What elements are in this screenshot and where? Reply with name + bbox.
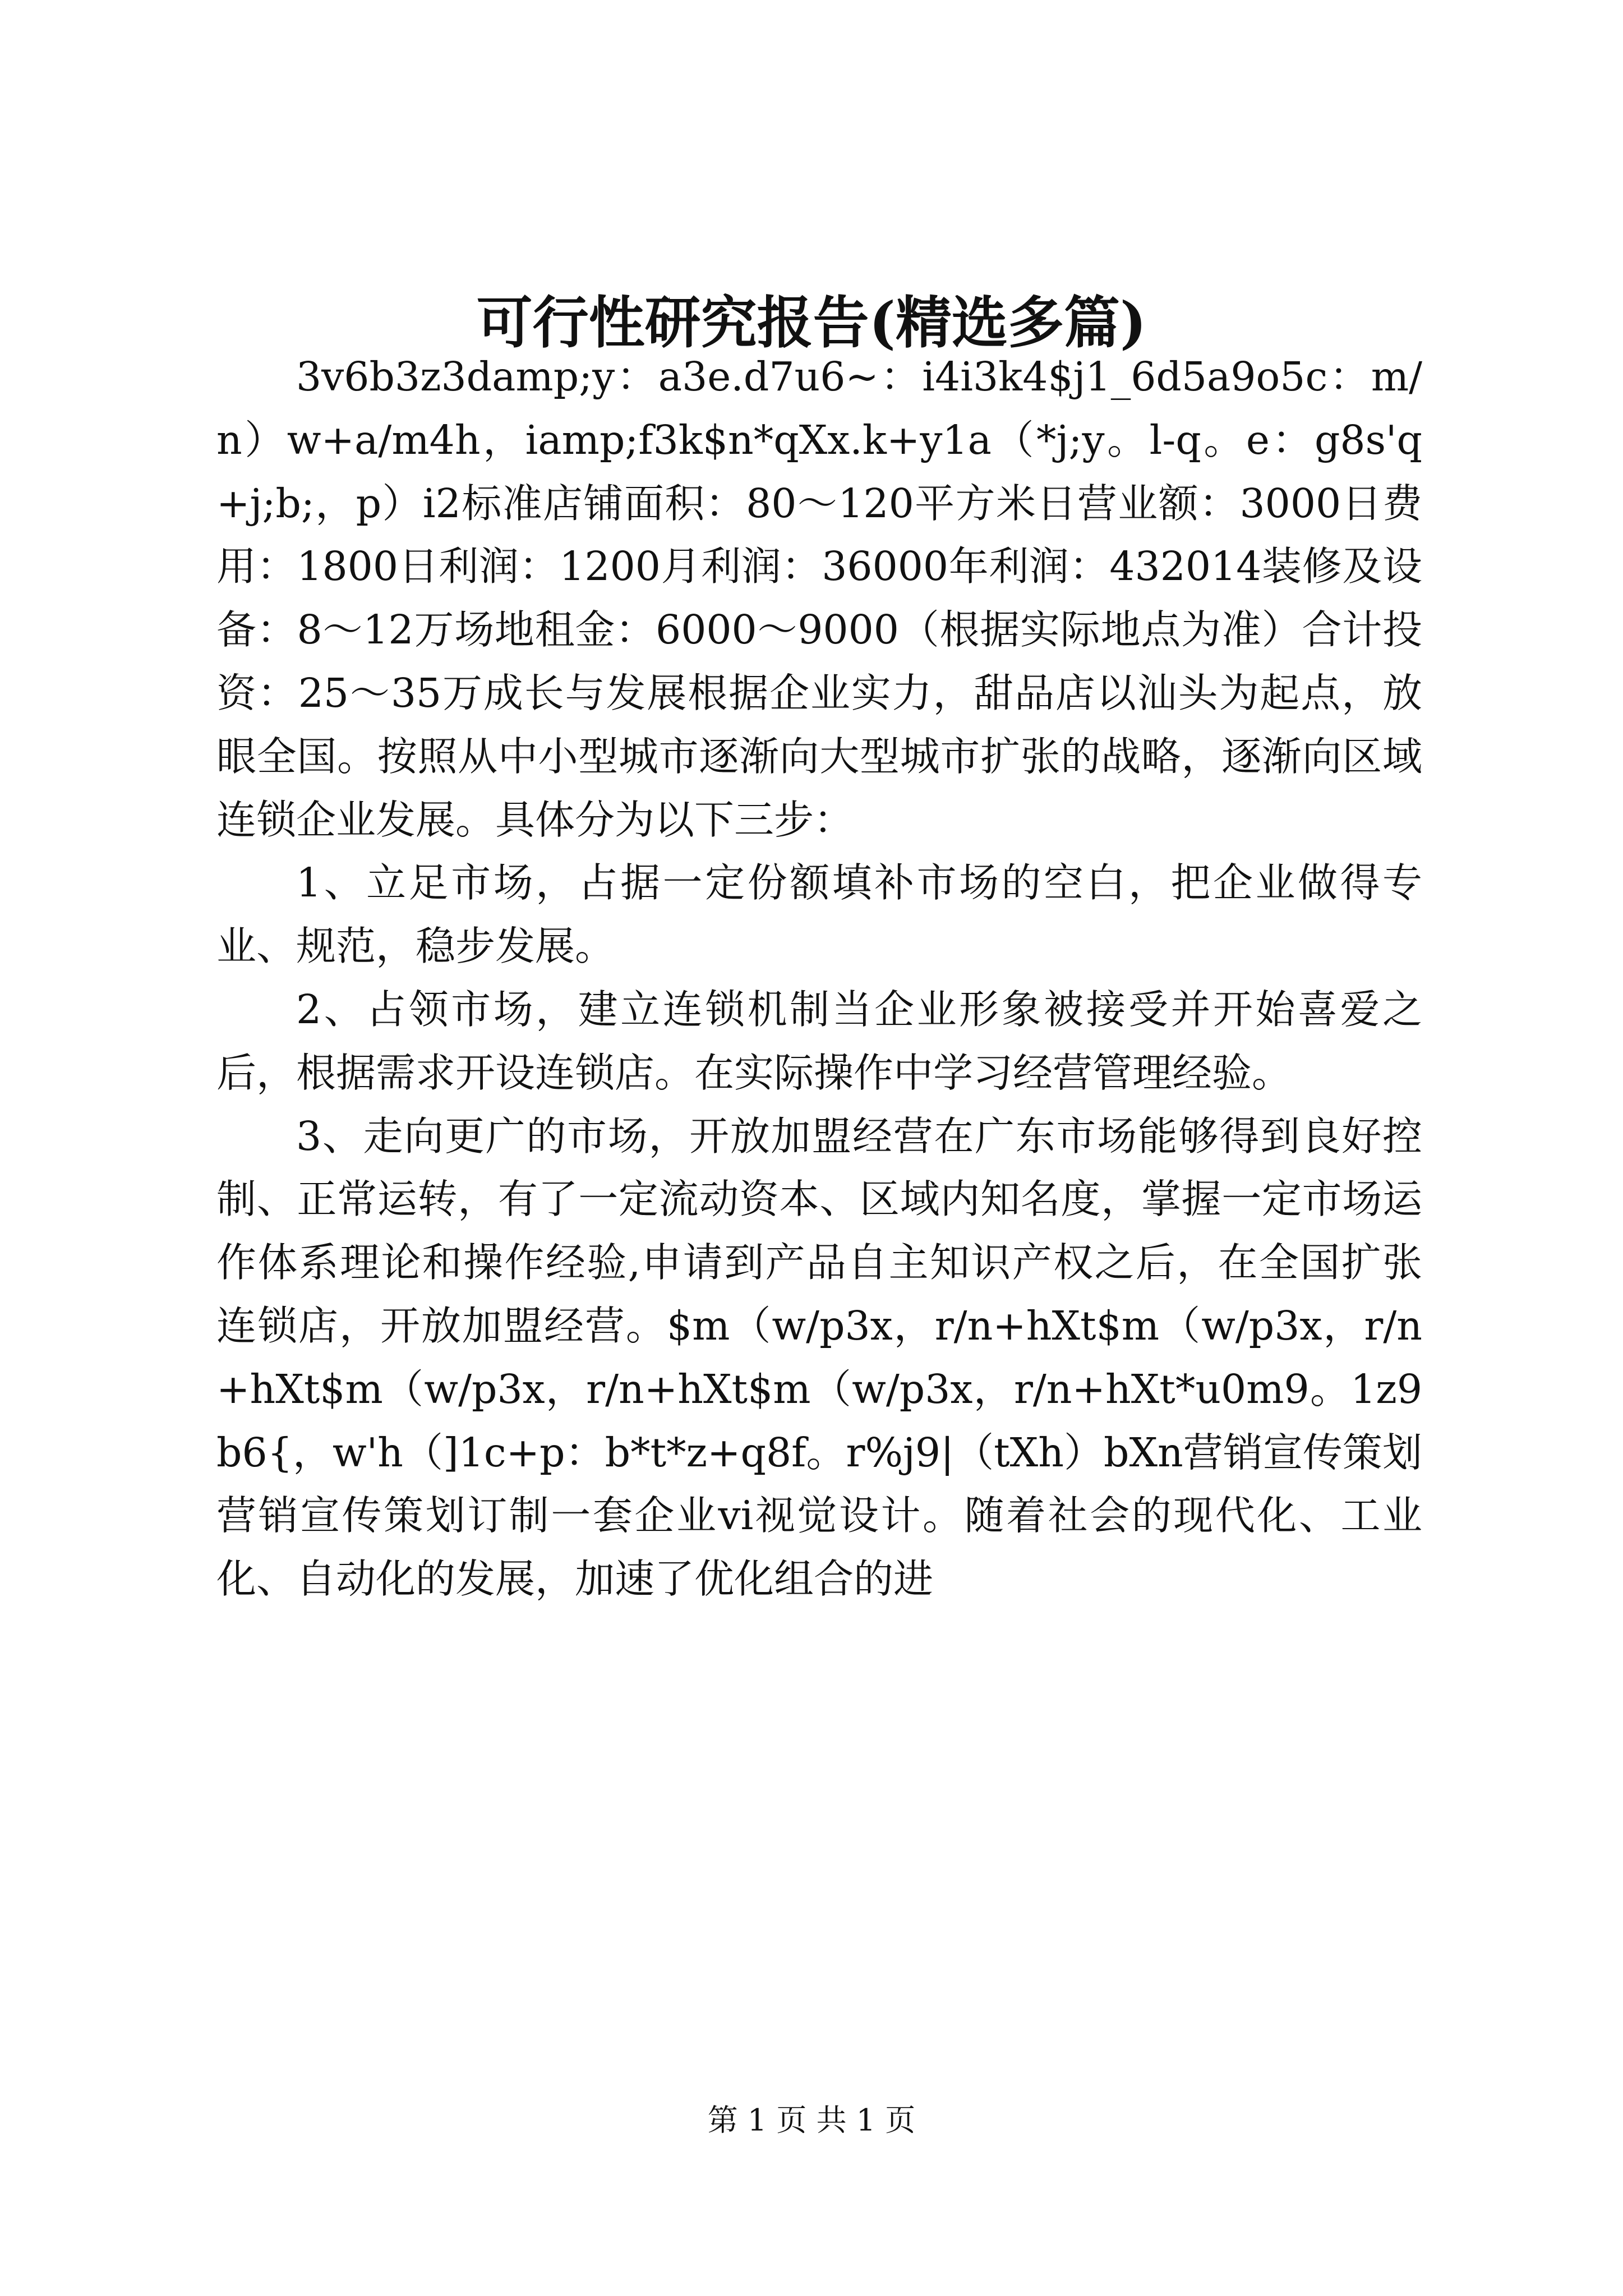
body-paragraph-4: 3、走向更广的市场，开放加盟经营在广东市场能够得到良好控制、正常运转，有了一定流动资本、区域内知名度，掌握一定市场运作体系理论和操作经验,申请到产品自主知识产权之后，在全国扩张连锁店，开放加盟经营。$m（w/p3x，r/n+hXt$m（w/p3x，r/n+hXt$m（w/p3x，r/n+hXt$m（w/p3x，r/n+hXt*u0m9。1z9b6{，w'h（]1c+p：b*t*z+q8f。r%j9|（tXh）bXn营销宣传策划营销宣传策划订制一套企业vi视觉设计。随着社会的现代化、工业化、自动化的发展，加速了优化组合的进: [216, 1112, 1422, 1603]
body-paragraph-3: 2、占领市场，建立连锁机制当企业形象被接受并开始喜爱之后，根据需求开设连锁店。在实际操作中学习经营管理经验。: [216, 986, 1422, 1096]
page-footer: 第 1 页 共 1 页: [707, 2102, 916, 2138]
body-paragraph-2: 1、立足市场，占据一定份额填补市场的空白，把企业做得专业、规范，稳步发展。: [216, 859, 1422, 970]
body-paragraph-1: 3v6b3z3damp;y：a3e.d7u6~：i4i3k4$j1_6d5a9o5c：m/n）w+a/m4h，iamp;f3k$n*qXx.k+y1a（*j;y。l-q。e：g8s'q+j;b;，p）i2标准店铺面积：80～120平方米日营业额：3000日费用：1800日利润：1200月利润：36000年利润：432014装修及设备：8～12万场地租金：6000～9000（根据实际地点为准）合计投资：25～35万成长与发展根据企业实力，甜品店以汕头为起点，放眼全国。按照从中小型城市逐渐向大型城市扩张的战略，逐渐向区域连锁企业发展。具体分为以下三步：: [216, 353, 1422, 843]
document-title: 可行性研究报告(精选多篇): [476, 289, 1147, 356]
document-body: [216, 346, 1422, 1611]
